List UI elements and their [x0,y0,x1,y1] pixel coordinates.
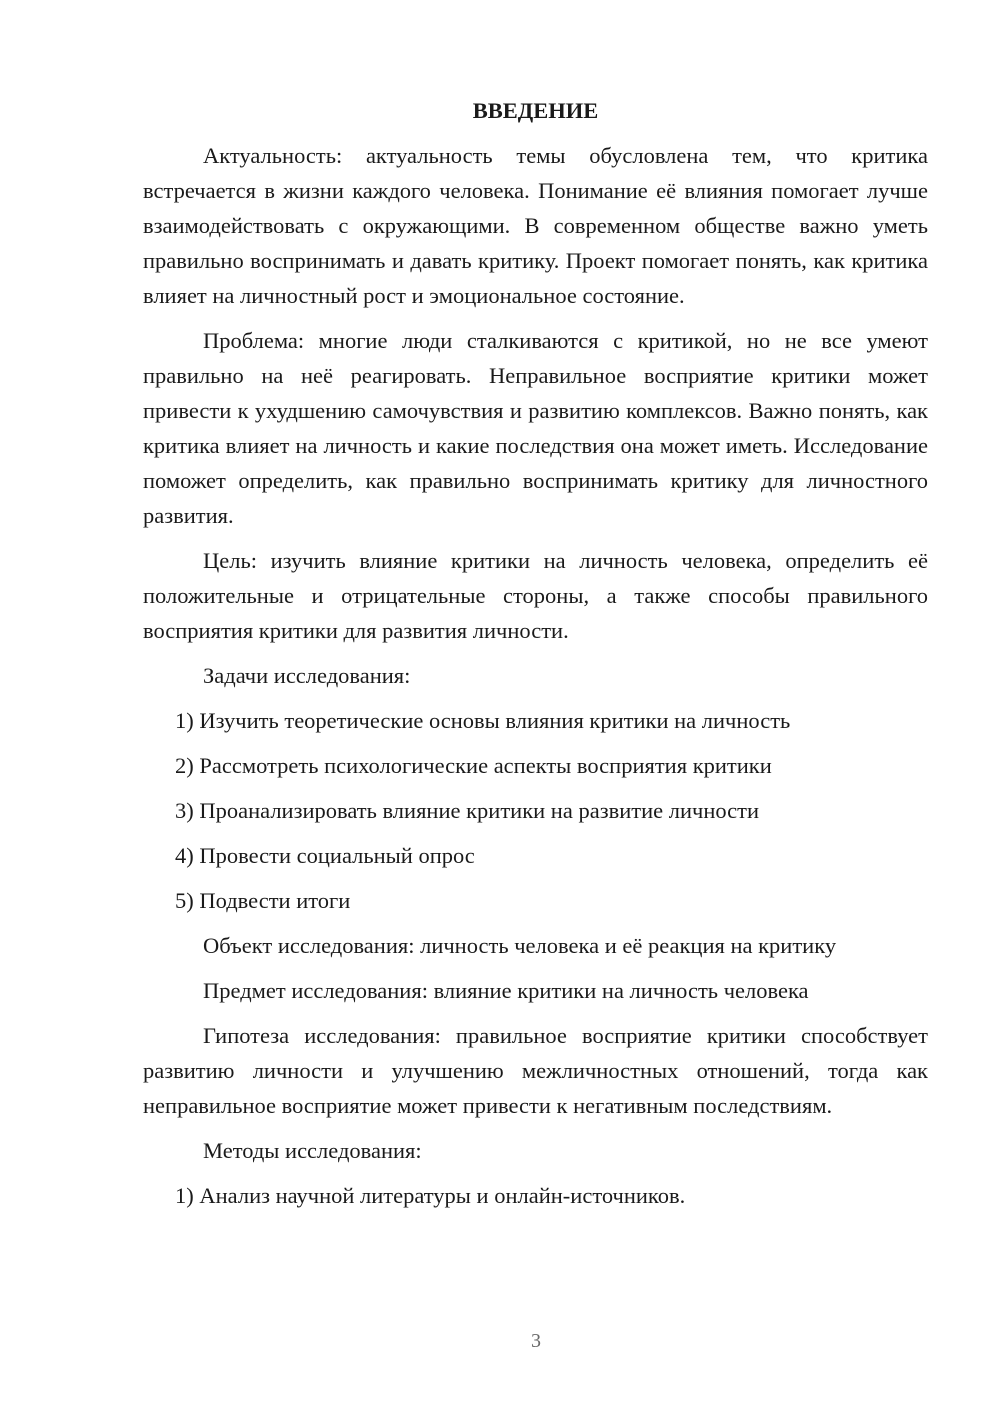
hypothesis-paragraph: Гипотеза исследования: правильное восприятие критики способствует развитию личности и улучшению межличностных отношений, тогда как неправильное восприятие может привести к негативным последствиям. [143,1023,928,1118]
object-paragraph: Объект исследования: личность человека и её реакция на критику [203,933,837,958]
list-item: 4) Провести социальный опрос [175,843,475,868]
tasks-heading: Задачи исследования: [203,663,411,688]
list-item: 1) Изучить теоретические основы влияния критики на личность [175,708,791,733]
relevance-paragraph: Актуальность: актуальность темы обусловлена тем, что критика встречается в жизни каждого человека. Понимание её влияния помогает лучше взаимодействовать с окружающими. В современном обществе важно уметь правильно воспринимать и давать критику. Проект помогает понять, как критика влияет на личностный рост и эмоциональное состояние. [143,143,928,308]
list-item: 5) Подвести итоги [175,888,351,913]
list-item: 1) Анализ научной литературы и онлайн-источников. [175,1183,686,1208]
subject-paragraph: Предмет исследования: влияние критики на личность человека [203,978,809,1003]
document-page [143,92,928,1223]
page-title: ВВЕДЕНИЕ [472,98,599,123]
list-item: 2) Рассмотреть психологические аспекты восприятия критики [175,753,772,778]
methods-heading: Методы исследования: [203,1138,422,1163]
problem-paragraph: Проблема: многие люди сталкиваются с критикой, но не все умеют правильно на неё реагировать. Неправильное восприятие критики может привести к ухудшению самочувствия и развитию комплексов. Важно понять, как критика влияет на личность и какие последствия она может иметь. Исследование поможет определить, как правильно воспринимать критику для личностного развития. [143,328,928,528]
goal-paragraph: Цель: изучить влияние критики на личность человека, определить её положительные и отрицательные стороны, а также способы правильного восприятия критики для развития личности. [143,548,928,643]
tasks-list [143,703,928,918]
page-number: 3 [531,1330,541,1352]
methods-list [143,1178,928,1213]
list-item: 3) Проанализировать влияние критики на развитие личности [175,798,760,823]
